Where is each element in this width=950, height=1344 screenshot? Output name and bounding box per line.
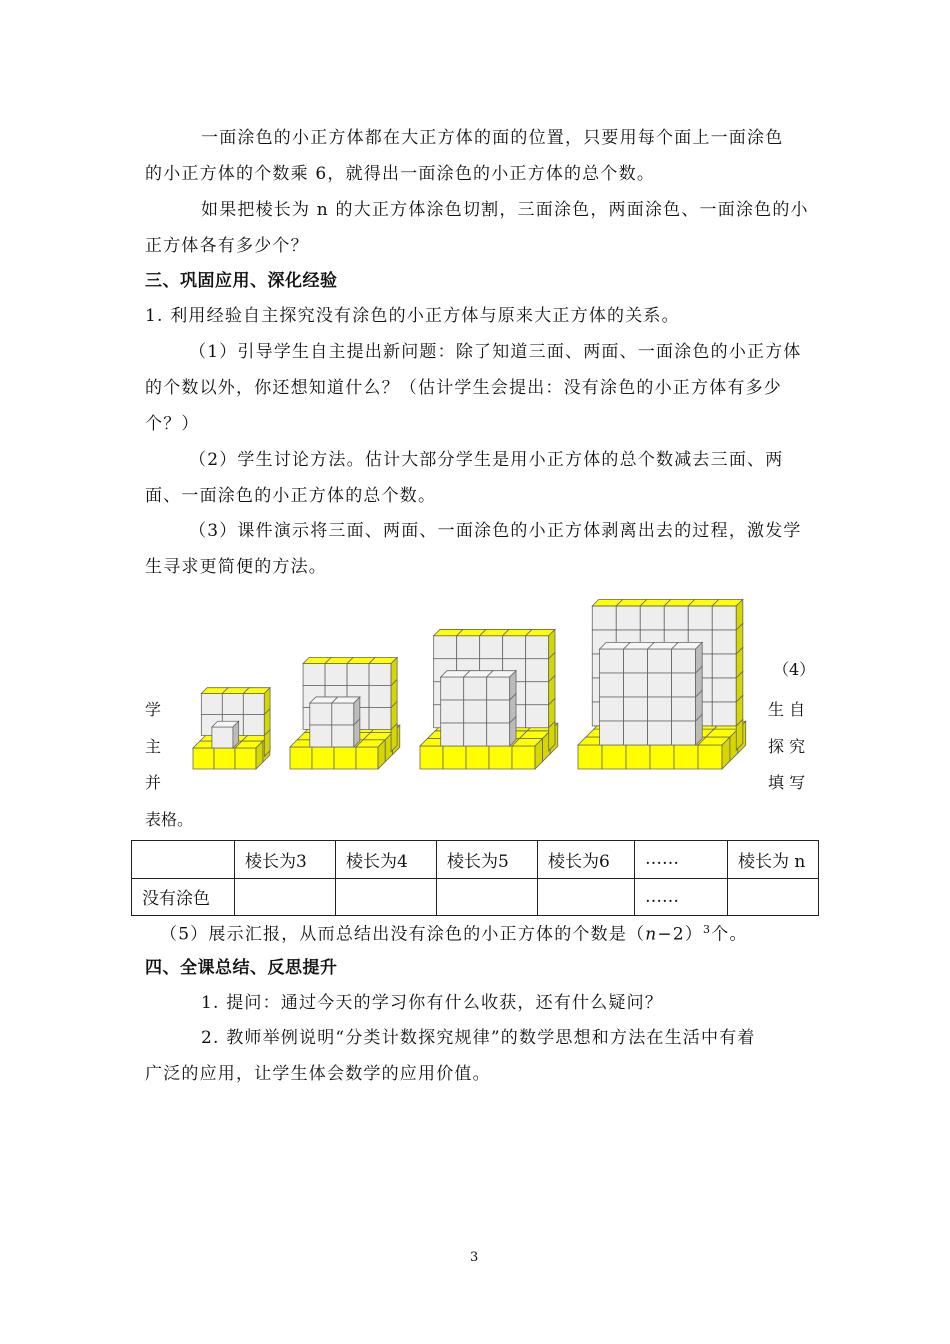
gray-cube-face [434, 636, 457, 659]
table-cell: …… [635, 878, 728, 916]
inner-cube-face [600, 721, 624, 745]
side-text: 探 究 [768, 737, 806, 756]
paragraph-line: 生寻求更简便的方法。 [145, 557, 327, 577]
gray-cube-face [712, 654, 736, 678]
yellow-cube-face [489, 746, 512, 769]
table-cell [728, 878, 819, 916]
inner-cube-face [672, 649, 696, 673]
inner-cube-face [648, 649, 672, 673]
gray-cube-face [201, 693, 222, 714]
yellow-cube-face [334, 747, 356, 769]
yellow-cube-face [235, 748, 256, 769]
inner-cube-face [332, 703, 354, 725]
table-cell: 没有涂色 [132, 878, 235, 916]
table-cell: 棱长为 n [728, 841, 819, 879]
paragraph-line: 的小正方体的个数乘 6，就得出一面涂色的小正方体的总个数。 [145, 164, 656, 184]
inner-cube-face [487, 700, 510, 723]
section-heading: 四、全课总结、反思提升 [145, 958, 338, 978]
inner-cube-face [441, 723, 464, 746]
inner-cube-face [487, 723, 510, 746]
paragraph-line: （3）课件演示将三面、两面、一面涂色的小正方体剥离出去的过程，激发学 [189, 521, 802, 541]
gray-cube-face [369, 708, 391, 730]
gray-cube-face [526, 636, 549, 659]
paragraph-line: 广泛的应用，让学生体会数学的应用价值。 [145, 1064, 491, 1084]
paragraph-line: （1）引导学生自主提出新问题：除了知道三面、两面、一面涂色的小正方体 [189, 342, 802, 362]
inner-cube-face [332, 725, 354, 747]
list-item: 2. 教师举例说明“分类计数探究规律”的数学思想和方法在生活中有着 [201, 1028, 756, 1048]
gray-cube-face [457, 636, 480, 659]
table-cell [336, 878, 437, 916]
table-cell: 棱长为6 [538, 841, 635, 879]
summary-suffix: 个。 [711, 924, 748, 945]
inner-cube-face [624, 697, 648, 721]
table-cell: …… [635, 841, 728, 879]
yellow-cube-face [214, 748, 235, 769]
yellow-cube-face [443, 746, 466, 769]
gray-cube-face [664, 606, 688, 630]
exponent: 3 [703, 923, 712, 936]
paragraph-line: 面、一面涂色的小正方体的总个数。 [145, 486, 437, 506]
summary-line [160, 920, 748, 945]
gray-cube-face [526, 705, 549, 728]
side-text: 学 [145, 700, 162, 719]
cube-figure [185, 592, 765, 777]
yellow-cube-face [420, 746, 443, 769]
list-item: 1. 提问：通过今天的学习你有什么收获，还有什么疑问？ [201, 993, 664, 1013]
yellow-cube-face [578, 745, 602, 769]
gray-cube-face [347, 664, 369, 686]
gray-cube-face [526, 682, 549, 705]
list-item: 1. 利用经验自主探究没有涂色的小正方体与原来大正方体的关系。 [145, 306, 680, 326]
paragraph-line: （2）学生讨论方法。估计大部分学生是用小正方体的总个数减去三面、两 [189, 450, 784, 470]
inner-cube-face [672, 721, 696, 745]
paragraph-line: 如果把棱长为 n 的大正方体涂色切割，三面涂色，两面涂色、一面涂色的小 [201, 200, 809, 220]
yellow-cube-face [698, 745, 722, 769]
gray-cube-face [222, 693, 243, 714]
inner-cube-face [624, 673, 648, 697]
paragraph-line: 的个数以外，你还想知道什么？（估计学生会提出：没有涂色的小正方体有多少 [145, 378, 782, 398]
inner-cube-face [464, 677, 487, 700]
inner-cube-face [441, 677, 464, 700]
inner-cube-face [441, 700, 464, 723]
table-cell: 棱长为4 [336, 841, 437, 879]
yellow-cube-face [650, 745, 674, 769]
gray-cube-face [688, 606, 712, 630]
inner-cube-face [600, 649, 624, 673]
inner-cube-face [487, 677, 510, 700]
table-row [132, 841, 819, 879]
inner-cube-face [624, 721, 648, 745]
inner-cube-face [648, 721, 672, 745]
inner-cube-face [310, 725, 332, 747]
table-cell: 棱长为3 [235, 841, 336, 879]
yellow-cube-face [674, 745, 698, 769]
table-cell [437, 878, 538, 916]
inner-cube-face [624, 649, 648, 673]
gray-cube-face [243, 693, 264, 714]
gray-cube-face [526, 659, 549, 682]
section-heading: 三、巩固应用、深化经验 [145, 271, 338, 291]
yellow-cube-face [626, 745, 650, 769]
paragraph-line: 正方体各有多少个？ [145, 236, 309, 256]
inner-cube-face [464, 723, 487, 746]
side-text: 表格。 [145, 810, 194, 829]
yellow-cube-face [193, 748, 214, 769]
inner-cube-face [672, 697, 696, 721]
table-cell [538, 878, 635, 916]
inner-cube-face [600, 697, 624, 721]
inner-cube-face [648, 697, 672, 721]
side-text: 并 [145, 773, 162, 792]
page-number: 3 [470, 1250, 479, 1265]
side-text: 生 自 [768, 700, 806, 719]
paragraph-line: 个？） [145, 414, 200, 434]
gray-cube-face [640, 606, 664, 630]
gray-cube-face [712, 630, 736, 654]
yellow-cube-face [602, 745, 626, 769]
gray-cube-face [369, 686, 391, 708]
side-text: 填 写 [768, 773, 806, 792]
table-cell: 棱长为5 [437, 841, 538, 879]
gray-cube-face [480, 636, 503, 659]
inner-cube-face [600, 673, 624, 697]
yellow-cube-face [290, 747, 312, 769]
inner-cube-face [672, 673, 696, 697]
yellow-cube-face [512, 746, 535, 769]
yellow-cube-face [356, 747, 378, 769]
summary-prefix: （5）展示汇报，从而总结出没有涂色的小正方体的个数是（ [160, 924, 646, 945]
table-row [132, 878, 819, 916]
inner-cube-face [464, 700, 487, 723]
yellow-cube-face [466, 746, 489, 769]
table-cell [132, 841, 235, 879]
inner-cube-face [310, 703, 332, 725]
gray-cube-face [712, 678, 736, 702]
inner-cube-face [648, 673, 672, 697]
gray-cube-face [712, 702, 736, 726]
yellow-cube-face [312, 747, 334, 769]
gray-cube-face [325, 664, 347, 686]
side-text: 主 [145, 737, 162, 756]
inner-cube-face [212, 727, 233, 748]
variable-n: n [645, 924, 658, 945]
gray-cube-face [616, 606, 640, 630]
data-table [131, 840, 819, 916]
gray-cube-face [243, 714, 264, 735]
summary-minus: −2） [657, 924, 704, 945]
paragraph-line: 一面涂色的小正方体都在大正方体的面的位置，只要用每个面上一面涂色 [201, 128, 784, 148]
gray-cube-face [369, 664, 391, 686]
gray-cube-face [712, 606, 736, 630]
side-text: （4） [773, 660, 816, 679]
gray-cube-face [303, 664, 325, 686]
table-cell [235, 878, 336, 916]
gray-cube-face [503, 636, 526, 659]
gray-cube-face [592, 606, 616, 630]
